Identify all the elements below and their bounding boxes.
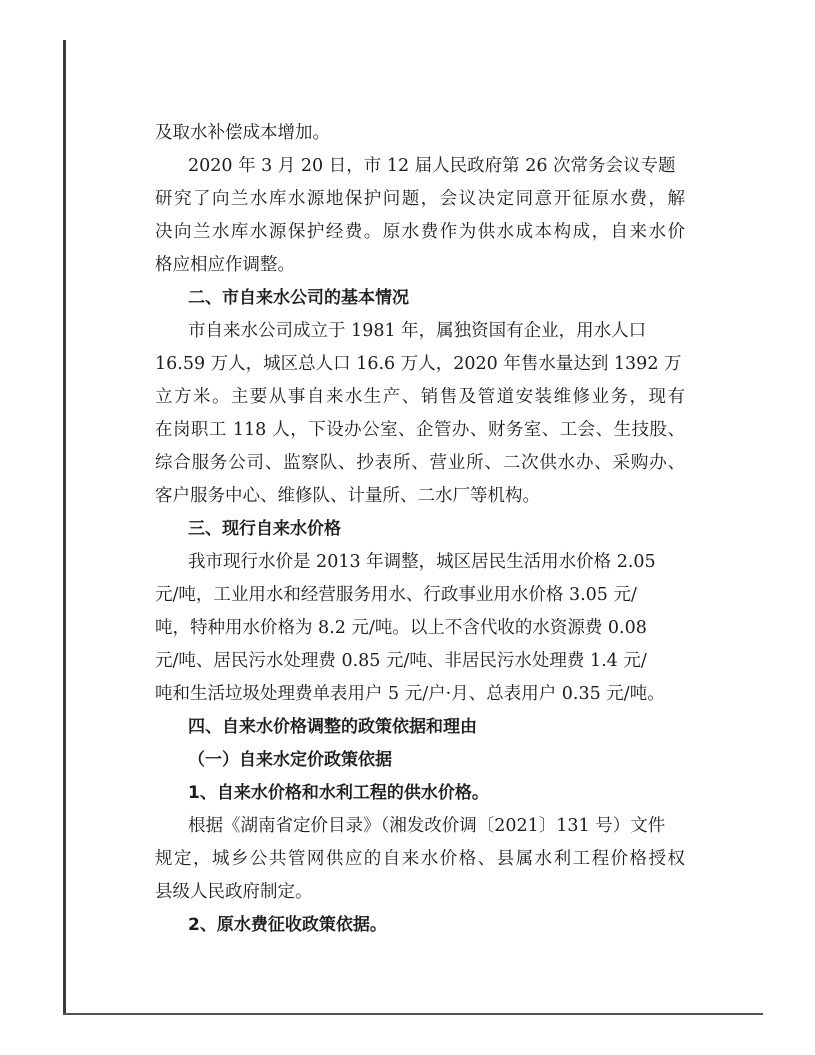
item-heading: 2、原水费征收政策依据。 [188, 915, 387, 935]
page-bottom-edge [63, 1013, 763, 1015]
section-heading: 三、现行自来水价格 [188, 519, 341, 539]
paragraph-line: 研究了向兰水库水源地保护问题，会议决定同意开征原水费，解 [155, 189, 685, 209]
paragraph-line: 客户服务中心、维修队、计量所、二水厂等机构。 [155, 486, 540, 506]
paragraph-line: 2020 年 3 月 20 日，市 12 届人民政府第 26 次常务会议专题 [188, 156, 676, 176]
paragraph-line: 综合服务公司、监察队、抄表所、营业所、二次供水办、采购办、 [155, 453, 685, 473]
item-heading: 1、自来水价格和水利工程的供水价格。 [188, 783, 489, 803]
page-left-edge [63, 40, 66, 1015]
paragraph-line: 县级人民政府制定。 [155, 882, 313, 902]
paragraph-line: 吨和生活垃圾处理费单表用户 5 元/户·月、总表用户 0.35 元/吨。 [155, 684, 665, 704]
paragraph-line: 16.59 万人，城区总人口 16.6 万人，2020 年售水量达到 1392 万 [155, 354, 682, 374]
paragraph-line: 元/吨、居民污水处理费 0.85 元/吨、非居民污水处理费 1.4 元/ [155, 651, 647, 671]
paragraph-line: 及取水补偿成本增加。 [155, 123, 330, 143]
paragraph-line: 决向兰水库水源保护经费。原水费作为供水成本构成，自来水价 [155, 222, 685, 242]
paragraph-line: 市自来水公司成立于 1981 年，属独资国有企业，用水人口 [188, 321, 647, 341]
paragraph-line: 我市现行水价是 2013 年调整，城区居民生活用水价格 2.05 [188, 552, 656, 572]
paragraph-line: 元/吨，工业用水和经营服务用水、行政事业用水价格 3.05 元/ [155, 585, 637, 605]
section-heading: 四、自来水价格调整的政策依据和理由 [188, 717, 477, 737]
paragraph-line: 根据《湖南省定价目录》（湘发改价调〔2021〕131 号）文件 [188, 816, 666, 836]
section-heading: 二、市自来水公司的基本情况 [188, 288, 409, 308]
paragraph-line: 规定，城乡公共管网供应的自来水价格、县属水利工程价格授权 [155, 849, 685, 869]
paragraph-line: 在岗职工 118 人，下设办公室、企管办、财务室、工会、生技股、 [155, 420, 685, 440]
paragraph-line: 立方米。主要从事自来水生产、销售及管道安装维修业务，现有 [155, 387, 685, 407]
paragraph-line: 格应相应作调整。 [155, 255, 295, 275]
subsection-heading: （一）自来水定价政策依据 [188, 750, 392, 770]
paragraph-line: 吨，特种用水价格为 8.2 元/吨。以上不含代收的水资源费 0.08 [155, 618, 647, 638]
